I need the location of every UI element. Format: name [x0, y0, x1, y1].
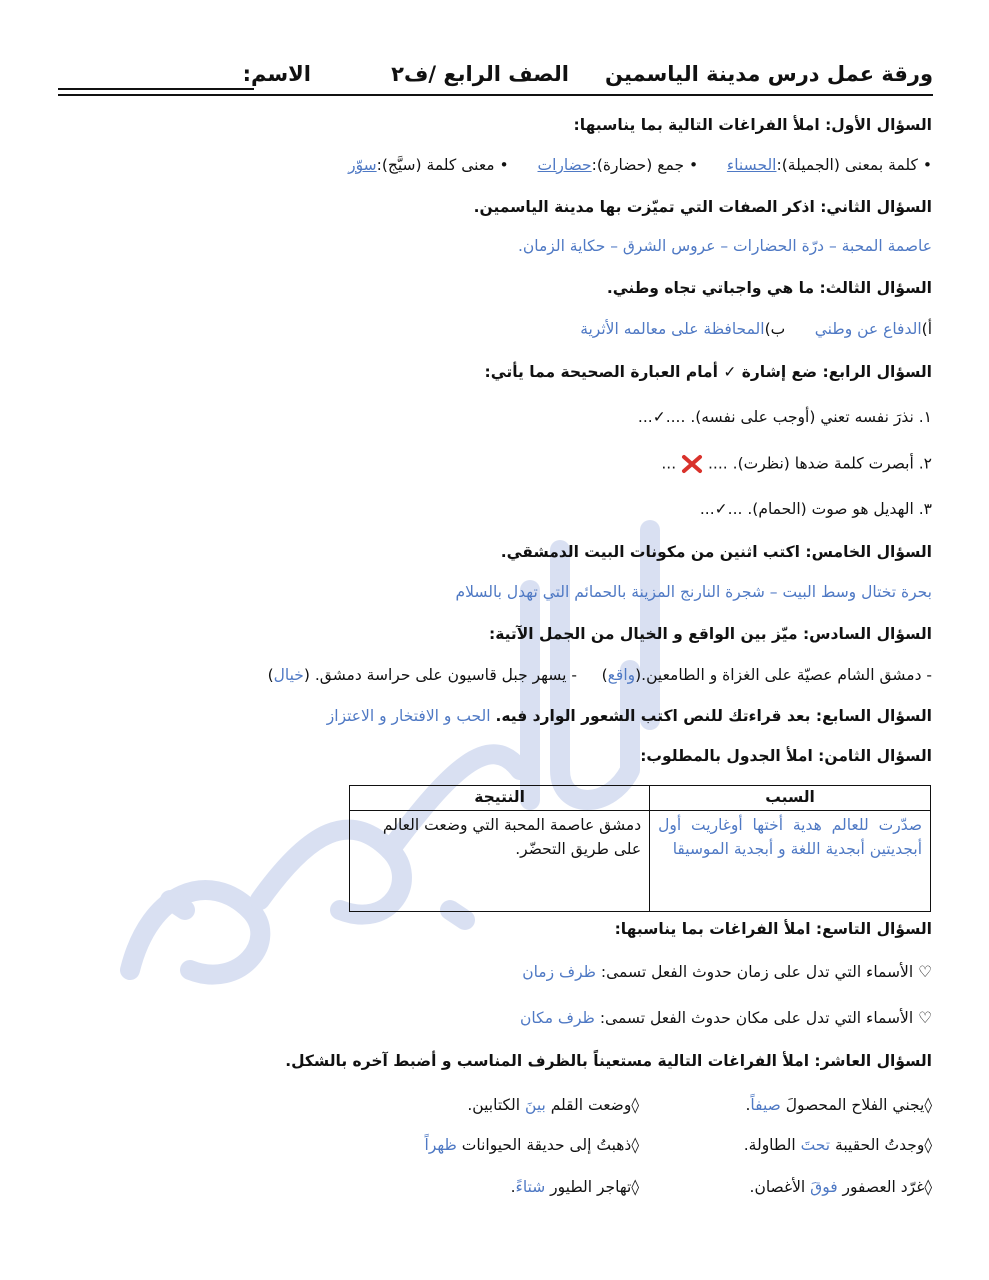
q7-answer: الحب و الافتخار و الاعتزاز	[326, 707, 491, 725]
q6-title: السؤال السادس: ميّز بين الواقع و الخيال من الجمل الآتية:	[489, 625, 932, 643]
cause-result-table	[349, 785, 931, 912]
q1-answer: حضارات	[537, 156, 592, 174]
q10-item: ◊وضعت القلم بينَ الكتابين.	[467, 1096, 639, 1114]
worksheet-title: ورقة عمل درس مدينة الياسمين	[605, 62, 933, 86]
col-result-header: النتيجة	[350, 786, 650, 811]
check-mark-icon: ✓	[652, 408, 666, 426]
q4-item-2: ٢. أبصرت كلمة ضدها (نظرت). .... ...	[661, 454, 932, 473]
q1-items	[334, 156, 932, 174]
q10-title: السؤال العاشر: املأ الفراغات التالية مستعيناً بالظرف المناسب و أضبط آخره بالشكل.	[285, 1052, 932, 1070]
q1-title: السؤال الأول: املأ الفراغات التالية بما يناسبها:	[573, 116, 932, 134]
col-cause-header: السبب	[650, 786, 931, 811]
q1-item: • معنى كلمة (سيَّج):سوّر	[348, 156, 509, 174]
q5-title: السؤال الخامس: اكتب اثنين من مكونات البيت الدمشقي.	[500, 543, 932, 561]
q10-item: ◊ذهبتُ إلى حديقة الحيوانات ظهراً	[424, 1136, 639, 1154]
q6-answer-1: واقع	[607, 666, 636, 684]
q3-title: السؤال الثالث: ما هي واجباتي تجاه وطني.	[606, 279, 932, 297]
q3-answers: أ)الدفاع عن وطني ب)المحافظة على معالمه الأثرية	[580, 320, 932, 338]
name-label: الاسم:	[242, 62, 311, 86]
q8-title: السؤال الثامن: املأ الجدول بالمطلوب:	[640, 747, 932, 765]
q2-title: السؤال الثاني: اذكر الصفات التي تميّزت بها مدينة الياسمين.	[473, 198, 932, 216]
q7-title: السؤال السابع: بعد قراءتك للنص اكتب الشعور الوارد فيه.	[495, 707, 932, 725]
q1-answer: سوّر	[348, 156, 377, 174]
check-mark-icon: ✓	[714, 500, 728, 518]
q6-answer-2: خيال	[273, 666, 304, 684]
cause-cell: صدّرت للعالم هدية أختها أوغاريت أول أبجديتين أبجدية اللغة و أبجدية الموسيقا	[650, 811, 931, 912]
q9-answer: ظرف زمان	[522, 963, 596, 981]
grade-label: الصف الرابع /ف٢	[391, 62, 569, 86]
q6-sentences: - دمشق الشام عصيّة على الغزاة و الطامعين.(واقع) - يسهر جبل قاسيون على حراسة دمشق. (خيال)	[267, 666, 932, 684]
q10-item: ◊يجني الفلاح المحصولَ صيفاً.	[745, 1096, 932, 1114]
q3-answer-a: الدفاع عن وطني	[814, 320, 922, 338]
q7-line	[327, 707, 932, 725]
q4-item-1: ١. نذرَ نفسه تعني (أوجب على نفسه). ....✓...	[637, 408, 932, 426]
q1-item: • كلمة بمعنى (الجميلة):الحسناء	[726, 156, 932, 174]
header-rule	[58, 94, 933, 96]
wrong-x-icon	[681, 454, 703, 474]
q9-answer: ظرف مكان	[520, 1009, 595, 1027]
q4-item-3: ٣. الهديل هو صوت (الحمام). ...✓...	[699, 500, 932, 518]
worksheet-header	[58, 52, 933, 96]
q1-answer: الحسناء	[726, 156, 777, 174]
result-cell: دمشق عاصمة المحبة التي وضعت العالم على طريق التحضّر.	[350, 811, 650, 912]
q1-item: • جمع (حضارة):حضارات	[537, 156, 699, 174]
q10-item: ◊غرّد العصفور فوقَ الأغصان.	[749, 1178, 932, 1196]
q4-title: السؤال الرابع: ضع إشارة ✓ أمام العبارة الصحيحة مما يأتي:	[484, 363, 932, 381]
q10-item: ◊تهاجر الطيور شتاءً.	[510, 1178, 639, 1196]
q5-answer: بحرة تختال وسط البيت – شجرة النارنج المزينة بالحمائم التي تهدل بالسلام	[455, 583, 932, 601]
q9-item-1: ♡ الأسماء التي تدل على زمان حدوث الفعل تسمى: ظرف زمان	[522, 963, 932, 981]
name-blank-line	[58, 88, 254, 90]
q9-item-2: ♡ الأسماء التي تدل على مكان حدوث الفعل تسمى: ظرف مكان	[520, 1009, 932, 1027]
q10-item: ◊وجدتُ الحقيبة تحتَ الطاولة.	[743, 1136, 932, 1154]
q3-answer-b: المحافظة على معالمه الأثرية	[580, 320, 765, 338]
q2-answer: عاصمة المحبة – درّة الحضارات – عروس الشرق – حكاية الزمان.	[517, 237, 932, 255]
q9-title: السؤال التاسع: املأ الفراغات بما يناسبها:	[614, 920, 932, 938]
